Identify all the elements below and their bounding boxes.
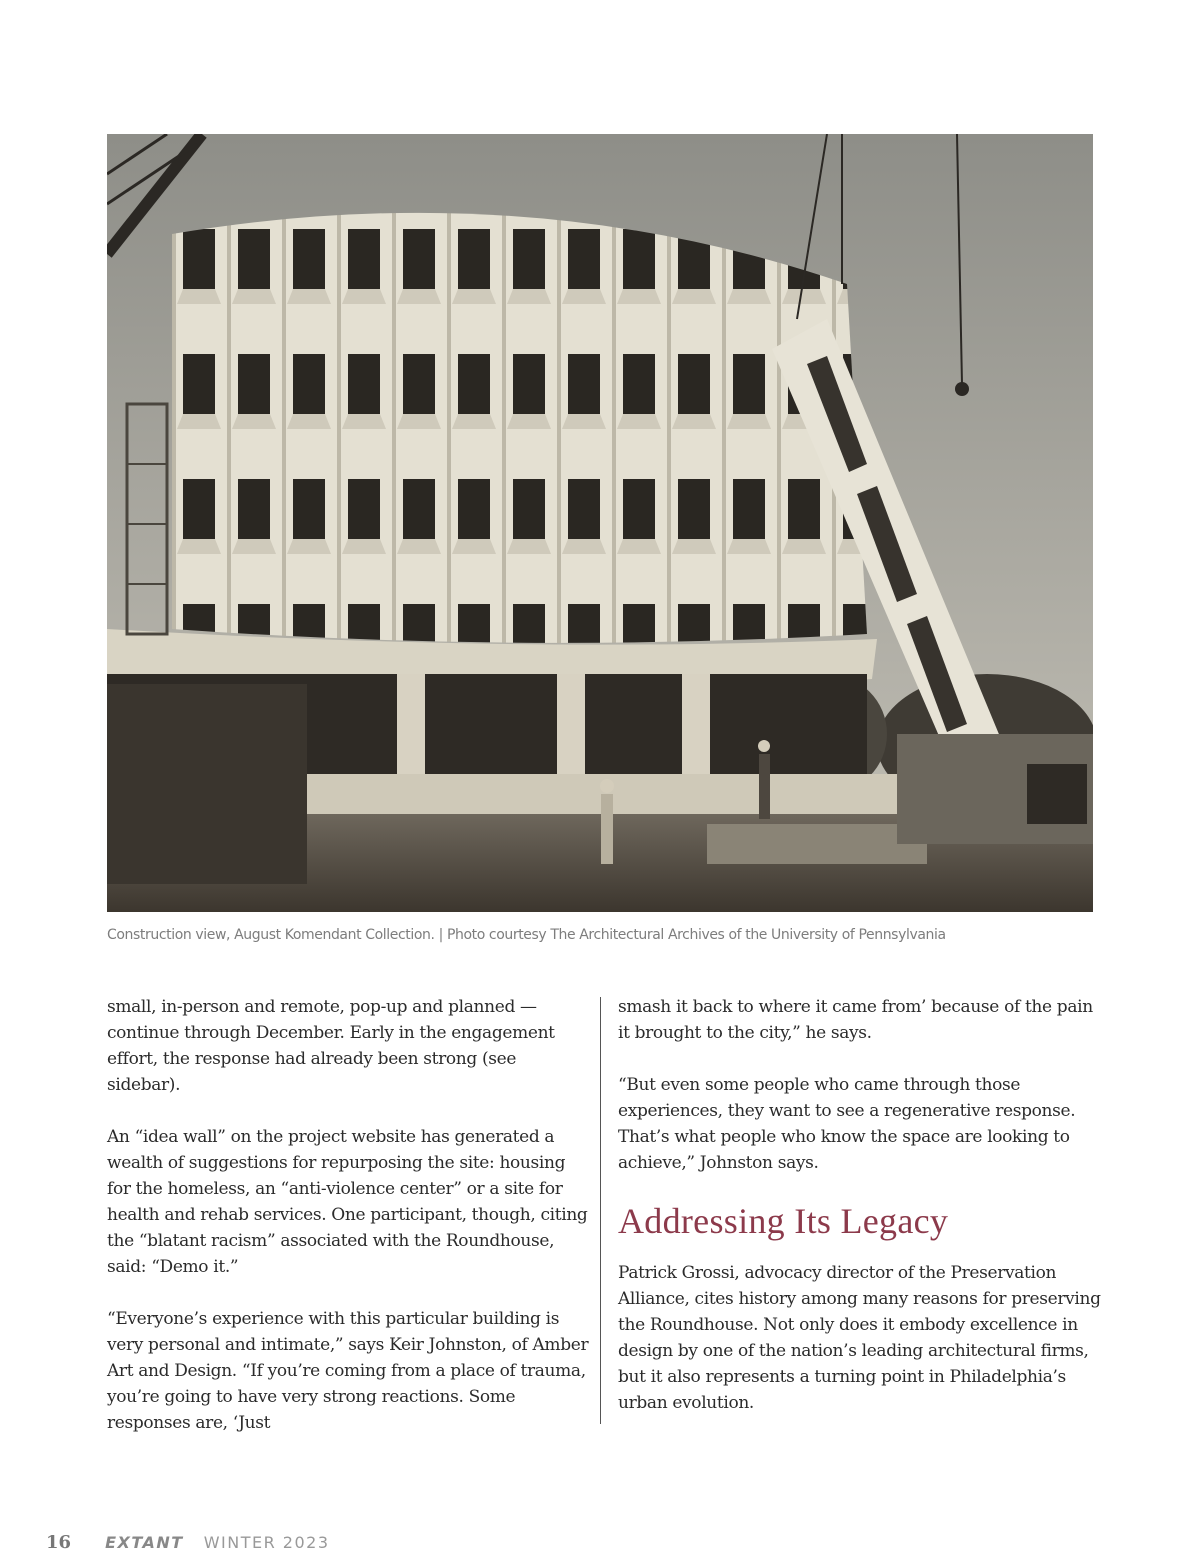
left-column [107,994,591,1462]
photo-caption: Construction view, August Komendant Collection. | Photo courtesy The Architectural Archives of the University of Pennsylvania [107,927,946,943]
right-column [618,994,1102,1442]
section-subhead: Addressing Its Legacy [618,1201,949,1241]
construction-photo [107,134,1093,912]
body-paragraph: small, in-person and remote, pop-up and planned — continue through December. Early in the engagement effort, the response had already been strong (see sidebar). [107,997,555,1095]
page-footer [46,1532,330,1553]
body-paragraph: “But even some people who came through those experiences, they want to see a regenerative response. That’s what people who know the space are looking to achieve,” Johnston says. [618,1075,1076,1173]
body-paragraph: Patrick Grossi, advocacy director of the Preservation Alliance, cites history among many reasons for preserving the Roundhouse. Not only does it embody excellence in design by one of the nation’s leading architectural firms, but it also represents a turning point in Philadelphia’s urban evolution. [618,1263,1101,1413]
column-divider [600,997,601,1424]
body-paragraph: smash it back to where it came from’ because of the pain it brought to the city,” he says. [618,997,1093,1043]
magazine-name: EXTANT [105,1533,184,1552]
body-paragraph: “Everyone’s experience with this particular building is very personal and intimate,” says Keir Johnston, of Amber Art and Design. “If you’re coming from a place of trauma, you’re going to have very strong reactions. Some responses are, ‘Just [107,1309,589,1433]
issue-label: WINTER 2023 [203,1533,330,1552]
body-paragraph: An “idea wall” on the project website has generated a wealth of suggestions for repurposing the site: housing for the homeless, an “anti-violence center” or a site for health and rehab services. One participant, though, citing the “blatant racism” associated with the Roundhouse, said: “Demo it.” [107,1127,588,1277]
page-number: 16 [46,1532,72,1553]
